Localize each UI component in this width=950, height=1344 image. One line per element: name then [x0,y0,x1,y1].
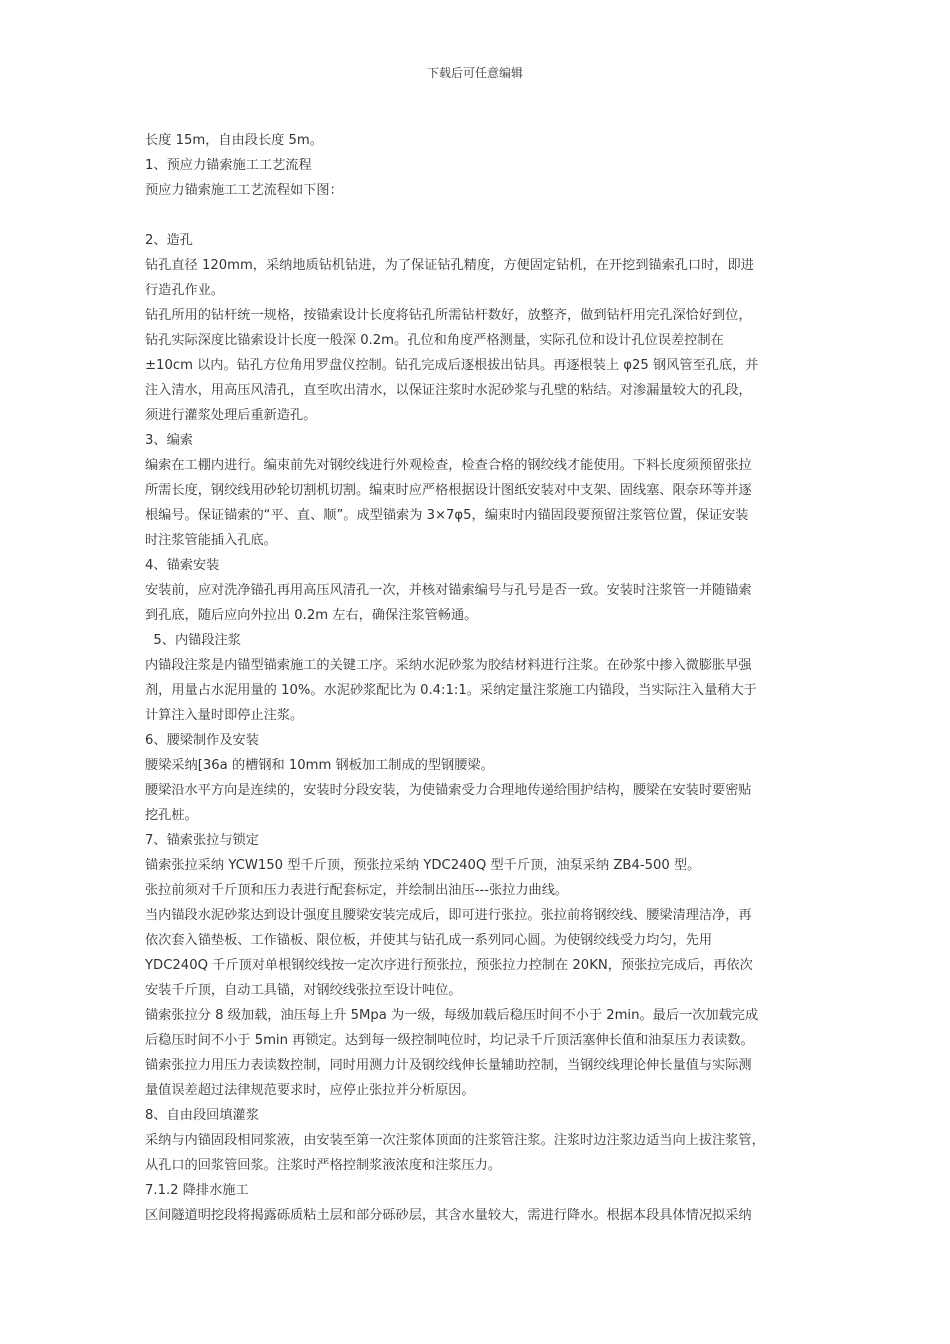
section-heading: 4、锚索安装 [145,558,220,573]
text-line: 编索在工棚内进行。编束前先对钢绞线进行外观检查，检查合格的钢绞线才能使用。下料长度须预留张拉 [145,458,752,473]
section-heading: 1、预应力锚索施工工艺流程 [145,158,312,173]
text-line: 所需长度，钢绞线用砂轮切割机切割。编束时应严格根据设计图纸安装对中支架、固线塞、限奈环等并逐 [145,483,752,498]
section-heading: 5、内锚段注浆 [145,633,241,648]
text-line: 依次套入锚垫板、工作锚板、限位板，并使其与钻孔成一系列同心圆。为使钢绞线受力均匀，先用 [145,933,713,948]
text-line: 注入清水，用高压风清孔，直至吹出清水，以保证注浆时水泥砂浆与孔壁的粘结。对渗漏量较大的孔段， [145,383,752,398]
text-line: 根编号。保证锚索的“平、直、顺”。成型锚索为 3×7φ5，编束时内锚固段要预留注浆管位置，保证安装 [145,508,749,523]
text-line: ±10cm 以内。钻孔方位角用罗盘仪控制。钻孔完成后逐根拔出钻具。再逐根装上 φ25 钢风管至孔底，并 [145,358,759,373]
blank-line [145,203,815,228]
text-line: 区间隧道明挖段将揭露砾质粘土层和部分砾砂层，其含水量较大，需进行降水。根据本段具体情况拟采纳 [145,1208,752,1223]
text-line: 采纳与内锚固段相同浆液，由安装至第一次注浆体顶面的注浆管注浆。注浆时边注浆边适当向上拔注浆管， [145,1133,765,1148]
text-line: 锚索张拉采纳 YCW150 型千斤顶，预张拉采纳 YDC240Q 型千斤顶，油泵采纳 ZB4-500 型。 [145,858,701,873]
text-line: 行造孔作业。 [145,283,225,298]
text-line: 须进行灌浆处理后重新造孔。 [145,408,317,423]
section-heading: 2、造孔 [145,233,193,248]
text-line: 安装前，应对洗净锚孔再用高压风清孔一次，并核对锚索编号与孔号是否一致。安装时注浆管一并随锚索 [145,583,752,598]
text-line: 从孔口的回浆管回浆。注浆时严格控制浆液浓度和注浆压力。 [145,1158,502,1173]
page-header: 下载后可任意编辑 [426,66,523,80]
text-line: 长度 15m，自由段长度 5m。 [145,133,323,148]
text-line: 后稳压时间不小于 5min 再锁定。达到每一级控制吨位时，均记录千斤顶活塞伸长值和油泵压力表读数。 [145,1033,754,1048]
text-line: 锚索张拉分 8 级加载，油压每上升 5Mpa 为一级，每级加载后稳压时间不小于 2min。最后一次加载完成 [145,1008,759,1023]
text-line: 到孔底，随后应向外拉出 0.2m 左右，确保注浆管畅通。 [145,608,478,623]
text-line: 量值误差超过法律规范要求时，应停止张拉并分析原因。 [145,1083,475,1098]
text-line: 剂，用量占水泥用量的 10%。水泥砂浆配比为 0.4:1:1。采纳定量注浆施工内锚段，当实际注入量稍大于 [145,683,757,698]
text-line: 钻孔所用的钻杆统一规格，按锚索设计长度将钻孔所需钻杆数好，放整齐，做到钻杆用完孔深恰好到位， [145,308,752,323]
text-line: 腰梁采纳[36a 的槽钢和 10mm 钢板加工制成的型钢腰梁。 [145,758,494,773]
text-line: 腰梁沿水平方向是连续的，安装时分段安装，为使锚索受力合理地传递给围护结构，腰梁在安装时要密贴 [145,783,752,798]
text-line: 计算注入量时即停止注浆。 [145,708,304,723]
text-line: 预应力锚索施工工艺流程如下图： [145,183,343,198]
text-line: 钻孔直径 120mm，采纳地质钻机钻进，为了保证钻孔精度，方便固定钻机，在开挖到锚索孔口时，即进 [145,258,754,273]
section-heading: 7、锚索张拉与锁定 [145,833,259,848]
section-heading: 7.1.2 降排水施工 [145,1183,249,1198]
text-line: 锚索张拉力用压力表读数控制，同时用测力计及钢绞线伸长量辅助控制，当钢绞线理论伸长量值与实际测 [145,1058,752,1073]
text-line: YDC240Q 千斤顶对单根钢绞线按一定次序进行预张拉，预张拉力控制在 20KN，预张拉完成后，再依次 [145,958,753,973]
document-body [145,128,815,1228]
section-heading: 3、编索 [145,433,193,448]
text-line: 当内锚段水泥砂浆达到设计强度且腰梁安装完成后，即可进行张拉。张拉前将钢绞线、腰梁清理洁净，再 [145,908,752,923]
text-line: 挖孔桩。 [145,808,198,823]
section-heading: 8、自由段回填灌浆 [145,1108,259,1123]
section-heading: 6、腰梁制作及安装 [145,733,259,748]
text-line: 张拉前须对千斤顶和压力表进行配套标定，并绘制出油压---张拉力曲线。 [145,883,569,898]
text-line: 安装千斤顶，自动工具锚，对钢绞线张拉至设计吨位。 [145,983,462,998]
text-line: 内锚段注浆是内锚型锚索施工的关键工序。采纳水泥砂浆为胶结材料进行注浆。在砂浆中掺入微膨胀早强 [145,658,752,673]
text-line: 时注浆管能插入孔底。 [145,533,277,548]
text-line: 钻孔实际深度比锚索设计长度一般深 0.2m。孔位和角度严格测量，实际孔位和设计孔位误差控制在 [145,333,724,348]
